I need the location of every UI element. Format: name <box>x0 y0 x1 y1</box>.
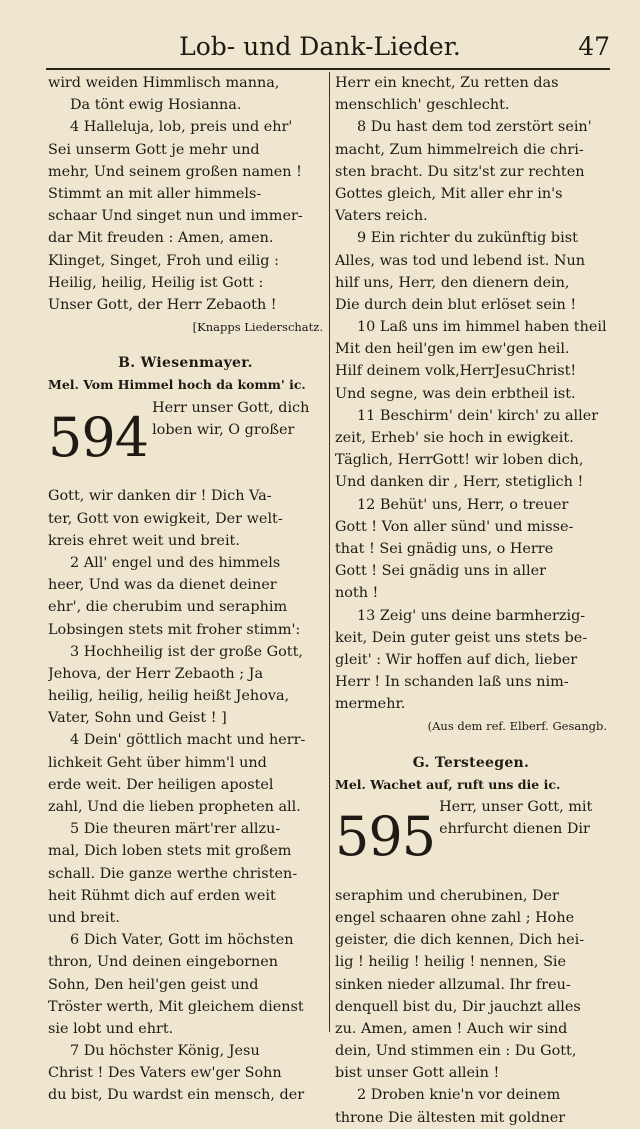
text-line: mehr, Und seinem großen namen ! <box>48 163 302 180</box>
text-line: sinken nieder allzumal. Ihr freu- <box>335 976 571 993</box>
text-line: Vater, Sohn und Geist ! ] <box>48 710 227 727</box>
text-line: Alles, was tod und lebend ist. Nun <box>335 252 586 269</box>
text-line: loben wir, O großer <box>152 421 295 438</box>
page-header <box>0 28 640 64</box>
source-citation: (Aus dem ref. Elberf. Gesangb. <box>427 719 607 734</box>
text-line: Herr ! In schanden laß uns nim- <box>335 674 569 691</box>
hymn-595-opening <box>335 796 607 885</box>
text-line: Da tönt ewig Hosianna. <box>70 97 242 114</box>
text-line: Stimmt an mit aller himmels- <box>48 185 262 202</box>
text-line: Gott, wir danken dir ! Dich Va- <box>48 488 272 505</box>
text-line: 8 Du hast dem tod zerstört sein' <box>357 119 592 136</box>
header-rule <box>46 68 610 70</box>
text-line: Gottes gleich, Mit aller ehr in's <box>335 185 563 202</box>
hymn-594-opening <box>48 397 323 486</box>
text-line: zahl, Und die lieben propheten all. <box>48 799 301 816</box>
text-line: Klinget, Singet, Froh und eilig : <box>48 252 279 269</box>
text-line: du bist, Du wardst ein mensch, der <box>48 1087 305 1104</box>
text-line: Gott ! Sei gnädig uns in aller <box>335 563 546 580</box>
text-line: thron, Und deinen eingebornen <box>48 954 279 971</box>
text-line: 12 Behüt' uns, Herr, o treuer <box>357 496 569 513</box>
text-line: heilig, heilig, heilig heißt Jehova, <box>48 688 290 705</box>
text-line: 11 Beschirm' dein' kirch' zu aller <box>357 407 599 424</box>
text-line: ter, Gott von ewigkeit, Der welt- <box>48 510 283 527</box>
text-line: engel schaaren ohne zahl ; Hohe <box>335 909 575 926</box>
text-line: ehrfurcht dienen Dir <box>439 821 590 838</box>
hymn-number: 595 <box>335 805 436 868</box>
text-line: Unser Gott, der Herr Zebaoth ! <box>48 296 277 313</box>
text-line: mal, Dich loben stets mit großem <box>48 843 292 860</box>
column-divider <box>329 72 330 1032</box>
text-line: sie lobt und ehrt. <box>48 1020 174 1037</box>
author-heading: G. Tersteegen. <box>412 754 530 771</box>
text-line: macht, Zum himmelreich die chri- <box>335 141 584 158</box>
text-line: schaar Und singet nun und immer- <box>48 208 303 225</box>
hymn-594-continuation <box>335 72 607 715</box>
text-line: Christ ! Des Vaters ew'ger Sohn <box>48 1065 282 1082</box>
text-line: mermehr. <box>335 696 406 713</box>
text-line: 7 Du höchster König, Jesu <box>70 1043 260 1060</box>
melody-line: Mel. Vom Himmel hoch da komm' ic. <box>48 377 306 393</box>
text-line: kreis ehret weit und breit. <box>48 532 240 549</box>
text-line: geister, die dich kennen, Dich hei- <box>335 932 585 949</box>
text-line: heer, Und was da dienet deiner <box>48 577 277 594</box>
text-line: Herr ein knecht, Zu retten das <box>335 75 559 91</box>
left-column <box>48 72 323 1107</box>
author-heading: B. Wiesenmayer. <box>118 355 253 372</box>
text-line: und breit. <box>48 909 120 926</box>
text-line: keit, Dein guter geist uns stets be- <box>335 629 588 646</box>
text-line: lichkeit Geht über himm'l und <box>48 754 267 771</box>
text-line: noth ! <box>335 585 379 602</box>
text-line: Und segne, was dein erbtheil ist. <box>335 385 576 402</box>
text-line: Heilig, heilig, Heilig ist Gott : <box>48 274 264 291</box>
text-line: 4 Halleluja, lob, preis und ehr' <box>70 119 293 136</box>
text-line: Jehova, der Herr Zebaoth ; Ja <box>48 665 264 682</box>
text-line: wird weiden Himmlisch manna, <box>48 75 280 91</box>
right-column <box>335 72 607 1129</box>
text-line: Täglich, HerrGott! wir loben dich, <box>335 452 584 469</box>
text-line: zu. Amen, amen ! Auch wir sind <box>335 1020 568 1037</box>
text-line: 2 Droben knie'n vor deinem <box>357 1087 561 1104</box>
text-line: 13 Zeig' uns deine barmherzig- <box>357 607 586 624</box>
text-line: 9 Ein richter du zukünftig bist <box>357 230 578 247</box>
text-line: Hilf deinem volk,HerrJesuChrist! <box>335 363 577 380</box>
text-line: lig ! heilig ! heilig ! nennen, Sie <box>335 954 567 971</box>
text-line: 3 Hochheilig ist der große Gott, <box>70 643 303 660</box>
melody-line: Mel. Wachet auf, ruft uns die ic. <box>335 776 561 792</box>
text-line: hilf uns, Herr, den dienern dein, <box>335 274 570 291</box>
page-number: 47 <box>578 32 610 61</box>
text-line: Tröster werth, Mit gleichem dienst <box>48 998 304 1015</box>
text-line: Herr, unser Gott, mit <box>439 799 593 815</box>
text-line: ehr', die cherubim und seraphim <box>48 599 288 616</box>
text-line: 5 Die theuren märt'rer allzu- <box>70 821 281 838</box>
text-line: denquell bist du, Dir jauchzt alles <box>335 998 581 1015</box>
running-title: Lob- und Dank-Lieder. <box>179 32 461 61</box>
text-line: dein, Und stimmen ein : Du Gott, <box>335 1043 577 1060</box>
text-line: Herr unser Gott, dich <box>152 399 310 416</box>
text-line: dar Mit freuden : Amen, amen. <box>48 230 274 247</box>
text-line: sten bracht. Du sitz'st zur rechten <box>335 163 585 180</box>
text-line: menschlich' geschlecht. <box>335 97 510 114</box>
source-citation: [Knapps Liederschatz. <box>192 320 323 335</box>
text-line: Lobsingen stets mit froher stimm': <box>48 621 301 638</box>
text-line: throne Die ältesten mit goldner <box>335 1109 566 1126</box>
text-line: Gott ! Von aller sünd' und misse- <box>335 518 574 535</box>
text-line: erde weit. Der heiligen apostel <box>48 776 274 793</box>
text-line: Sei unserm Gott je mehr und <box>48 141 260 158</box>
text-line: seraphim und cherubinen, Der <box>335 887 559 904</box>
hymn-595-body <box>335 885 607 1129</box>
hymn-number: 594 <box>48 405 149 469</box>
text-line: schall. Die ganze werthe christen- <box>48 865 298 882</box>
text-line: Und danken dir , Herr, stetiglich ! <box>335 474 584 491</box>
text-line: gleit' : Wir hoffen auf dich, lieber <box>335 651 578 668</box>
text-line: bist unser Gott allein ! <box>335 1065 500 1082</box>
text-line: Die durch dein blut erlöset sein ! <box>335 296 577 313</box>
text-line: Mit den heil'gen im ew'gen heil. <box>335 341 570 358</box>
text-line: 2 All' engel und des himmels <box>70 554 281 571</box>
text-line: that ! Sei gnädig uns, o Herre <box>335 540 554 557</box>
text-line: Vaters reich. <box>335 208 428 225</box>
text-line: heit Rühmt dich auf erden weit <box>48 887 276 904</box>
text-line: 4 Dein' göttlich macht und herr- <box>70 732 306 749</box>
text-line: 10 Laß uns im himmel haben theil <box>357 319 607 336</box>
text-line: 6 Dich Vater, Gott im höchsten <box>70 932 294 949</box>
hymn-594-body <box>48 485 323 1106</box>
text-line: zeit, Erheb' sie hoch in ewigkeit. <box>335 430 574 446</box>
text-line: Sohn, Den heil'gen geist und <box>48 976 259 993</box>
